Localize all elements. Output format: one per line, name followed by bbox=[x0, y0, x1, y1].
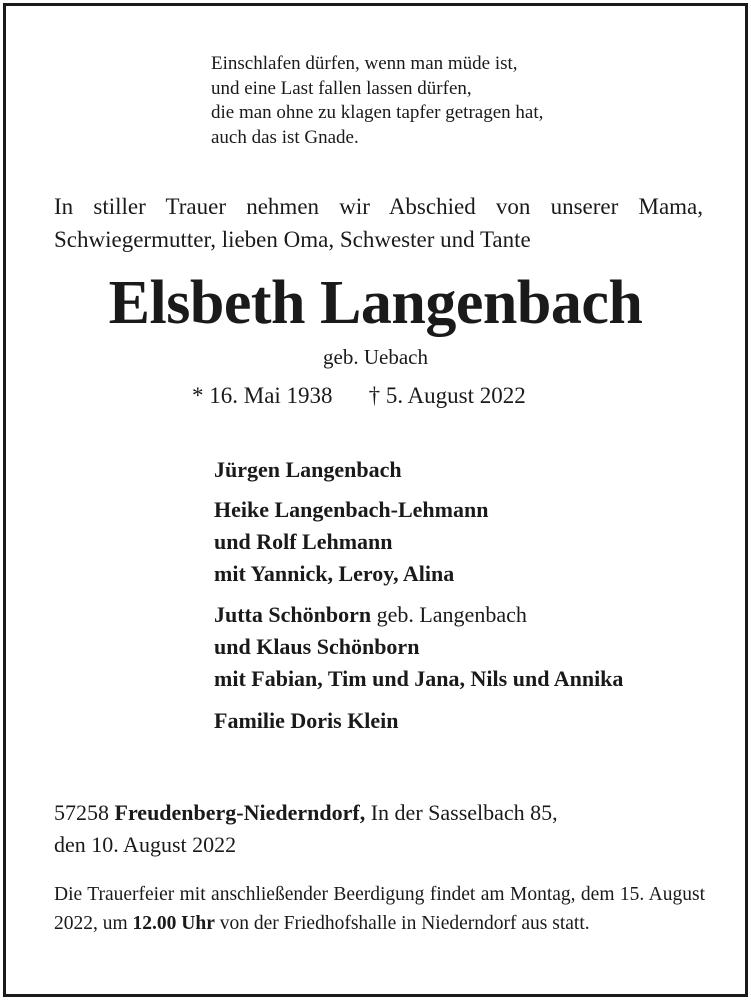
family-line bbox=[214, 599, 623, 631]
family-line: mit Fabian, Tim und Jana, Nils und Annika bbox=[214, 666, 624, 691]
poem-line: und eine Last fallen lassen dürfen, bbox=[211, 77, 472, 99]
funeral-info bbox=[54, 880, 705, 938]
poem-line: Einschlafen dürfen, wenn man müde ist, bbox=[211, 53, 518, 74]
family-line: und Rolf Lehmann bbox=[214, 529, 393, 554]
family-name-suffix: geb. Langenbach bbox=[371, 602, 527, 627]
funeral-text: Die Trauerfeier mit anschließender Beerdigung findet am Montag, dem 15. August 2022, um bbox=[54, 884, 705, 934]
family-line: mit Yannick, Leroy, Alina bbox=[214, 561, 455, 586]
family-line: Jürgen Langenbach bbox=[214, 457, 402, 482]
address-line bbox=[54, 797, 558, 829]
city: Freudenberg-Niederndorf, bbox=[114, 800, 366, 825]
address-block bbox=[54, 797, 558, 861]
family-line: Heike Langenbach-Lehmann bbox=[214, 497, 489, 522]
letter-date: den 10. August 2022 bbox=[54, 832, 237, 857]
intro-line: In stiller Trauer nehmen wir Abschied von unserer Mama, bbox=[54, 194, 703, 219]
death-date: † 5. August 2022 bbox=[368, 383, 526, 408]
funeral-text: von der Friedhofshalle in Niederndorf aus statt. bbox=[214, 913, 590, 934]
poem-line: die man ohne zu klagen tapfer getragen hat, bbox=[211, 102, 544, 123]
family-group-3 bbox=[214, 599, 623, 695]
family-group-1 bbox=[214, 454, 402, 486]
family-group-2 bbox=[214, 494, 488, 590]
poem bbox=[211, 52, 543, 150]
funeral-time: 12.00 Uhr bbox=[132, 913, 215, 934]
birth-date: * 16. Mai 1938 bbox=[192, 383, 333, 408]
intro-line: Schwiegermutter, lieben Oma, Schwester und Tante bbox=[54, 227, 531, 252]
zip-code: 57258 bbox=[54, 800, 115, 825]
family-group-4 bbox=[214, 705, 399, 737]
birth-name: geb. Uebach bbox=[323, 345, 428, 369]
poem-line: auch das ist Gnade. bbox=[211, 126, 359, 148]
life-dates bbox=[192, 382, 526, 410]
family-line: Familie Doris Klein bbox=[214, 708, 399, 733]
deceased-name: Elsbeth Langenbach bbox=[108, 269, 643, 337]
street: In der Sasselbach 85, bbox=[365, 800, 558, 825]
intro-text bbox=[54, 190, 703, 256]
family-name: Jutta Schönborn bbox=[214, 602, 372, 627]
family-line: und Klaus Schönborn bbox=[214, 634, 420, 659]
obituary-frame bbox=[3, 3, 748, 997]
